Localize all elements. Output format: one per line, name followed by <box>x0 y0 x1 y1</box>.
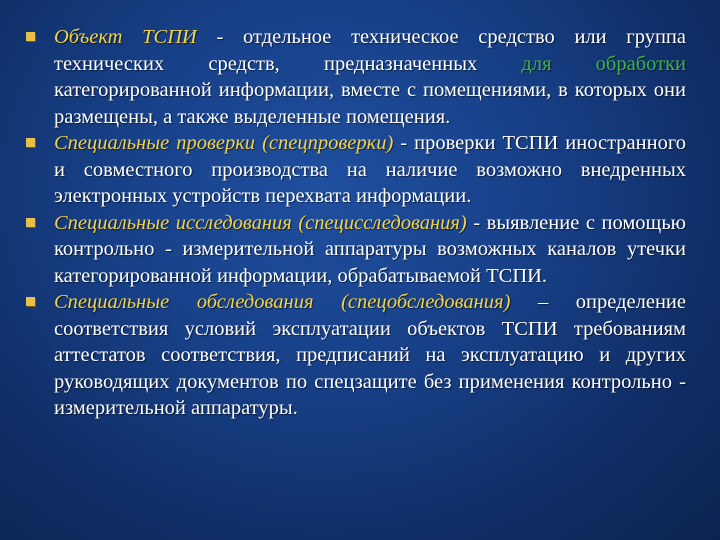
definition-text: – определение соответствия условий эксплуатации объектов ТСПИ требованиям аттестатов соответствия, предписаний на эксплуатацию и других руководящих документов по спецзащите без применения контрольно - измерительной аппаратуры. <box>54 291 686 419</box>
list-item-special-studies <box>22 210 686 290</box>
term: Объект ТСПИ <box>54 26 197 48</box>
square-bullet-icon <box>26 297 35 306</box>
square-bullet-icon <box>26 32 35 41</box>
definition-text: категорированной информации, вместе с помещениями, в которых они размещены, а также выделенные помещения. <box>54 79 686 128</box>
term: Специальные исследования (специсследования) <box>54 211 467 234</box>
term: Специальные проверки (спецпроверки) <box>54 132 394 154</box>
definition-list <box>22 24 686 422</box>
highlighted-text: для обработки <box>521 52 687 75</box>
definition-text: - проверки ТСПИ иностранного и совместного производства на наличие возможно внедренных электронных устройств перехвата информации. <box>54 132 686 207</box>
definition-text: - отдельное техническое средство или группа технических средств, предназначенных <box>54 26 686 75</box>
list-item-special-surveys <box>22 289 686 422</box>
square-bullet-icon <box>26 138 35 147</box>
list-item-object-tspi <box>22 24 686 130</box>
list-item-special-checks <box>22 130 686 210</box>
term: Специальные обследования (спецобследования) <box>54 291 511 313</box>
square-bullet-icon <box>26 218 35 227</box>
definition-text: - выявление с помощью контрольно - измерительной аппаратуры возможных каналов утечки категорированной информации, обрабатываемой ТСПИ. <box>54 211 686 287</box>
